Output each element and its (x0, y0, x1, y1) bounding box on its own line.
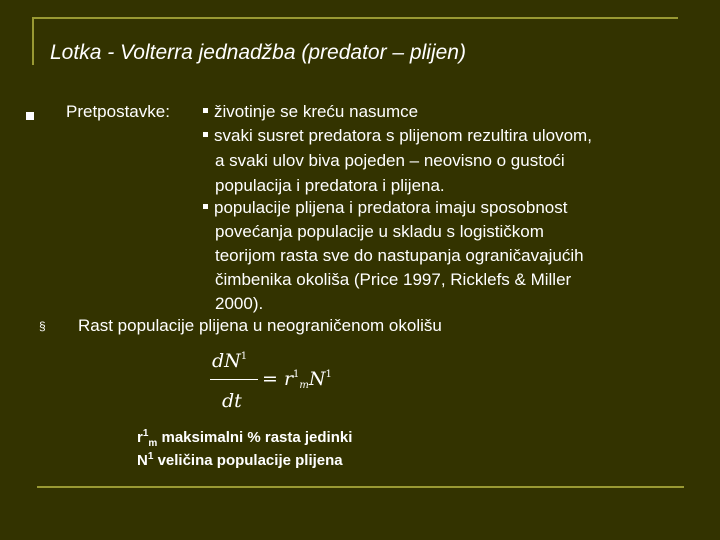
sub-bullet-icon (203, 108, 208, 113)
assumptions-label: Pretpostavke: (66, 102, 170, 121)
assumption-3: populacije plijena i predatora imaju sposobnost povećanja populacije u skladu s logističkom teorijom rasta sve do nastupanja ograničavajućih čimbenika okoliša (Price 1997, Ricklefs & Miller 2000). (203, 198, 584, 314)
sub-bullet-icon (203, 132, 208, 137)
frame-bottom-line (37, 486, 684, 488)
slide-title: Lotka - Volterra jednadžba (predator – plijen) (50, 41, 466, 64)
formula-numerator: $dN^1$ (212, 350, 248, 372)
assumption-2: svaki susret predatora s plijenom rezultira ulovom, a svaki ulov biva pojeden – neovisno o gustoći populacija i predatora i plijena. (203, 126, 592, 196)
legend-n1: $N^1$ veličina populacije plijena (137, 451, 343, 469)
frame-top-line (32, 17, 678, 19)
assumption-1: životinje se kreću nasumce (203, 102, 418, 122)
bullet-section-icon: § (39, 319, 46, 333)
prey-growth-text: Rast populacije plijena u neograničenom okolišu (78, 316, 442, 335)
frame-left-line (32, 17, 34, 65)
sub-bullet-icon (203, 204, 208, 209)
bullet-square-icon (26, 112, 34, 120)
formula-denominator: dt (222, 390, 242, 412)
legend-r1m: $r^1_m$ maksimalni % rasta jedinki (137, 428, 353, 449)
formula-rhs: = $r^1_mN^1$ (262, 368, 332, 391)
fraction-line (210, 379, 258, 380)
